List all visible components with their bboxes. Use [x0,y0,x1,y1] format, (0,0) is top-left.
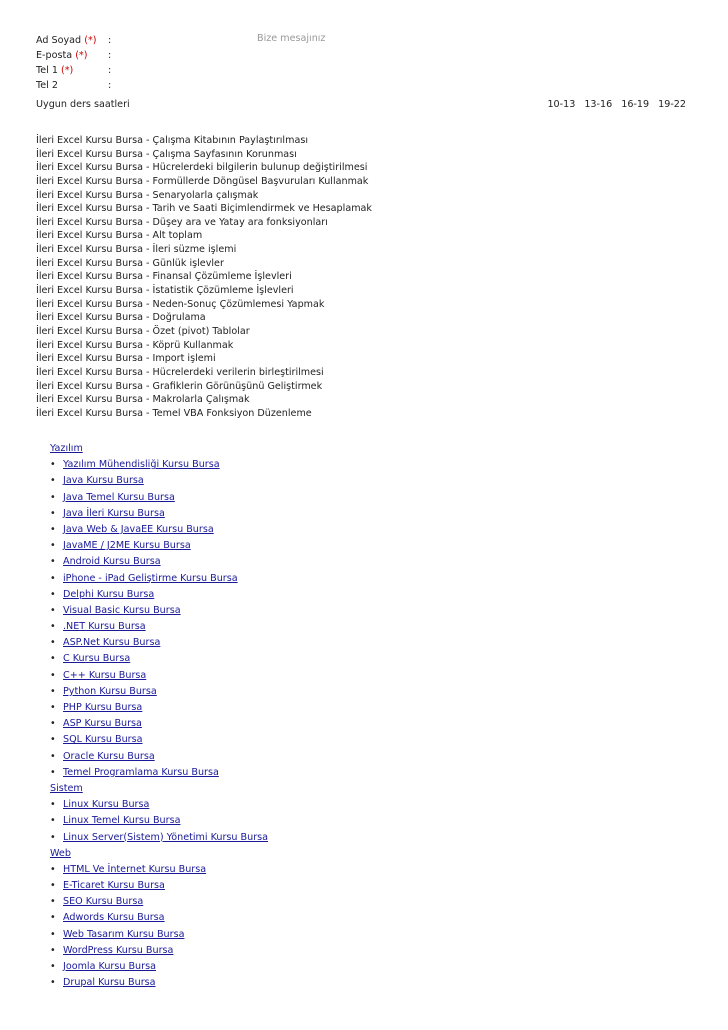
course-categories [50,441,690,991]
course-link[interactable]: Adwords Kursu Bursa [63,912,165,924]
topic-item: İleri Excel Kursu Bursa - Tarih ve Saati Biçimlendirmek ve Hesaplamak [36,203,372,215]
list-item [50,943,690,959]
list-item [50,619,690,635]
course-link[interactable]: Linux Temel Kursu Bursa [63,815,181,827]
course-link[interactable]: Java Temel Kursu Bursa [63,491,175,503]
category-heading-sistem[interactable]: Sistem [50,782,83,794]
course-link[interactable]: E-Ticaret Kursu Bursa [63,880,165,892]
hour-slots [547,98,686,112]
course-link[interactable]: Linux Kursu Bursa [63,799,150,811]
bullet-icon: • [50,604,56,616]
bullet-icon: • [50,766,56,778]
list-item [50,635,690,651]
phone1-label: Tel 1 (*) [36,65,74,76]
bullet-icon: • [50,588,56,600]
course-link[interactable]: JavaME / J2ME Kursu Bursa [63,540,191,552]
course-link[interactable]: Joomla Kursu Bursa [63,961,156,972]
topic-item: İleri Excel Kursu Bursa - Hücrelerdeki bilgilerin bulunup değiştirilmesi [36,162,368,174]
bullet-icon: • [50,863,56,875]
topic-item: İleri Excel Kursu Bursa - Hücrelerdeki verilerin birleştirilmesi [36,366,324,378]
name-label: Ad Soyad (*) [36,35,97,46]
bullet-icon: • [50,912,56,924]
topic-item: İleri Excel Kursu Bursa - Özet (pivot) Tablolar [36,325,250,337]
list-item [50,830,690,846]
course-link[interactable]: Delphi Kursu Bursa [63,588,155,600]
course-link[interactable]: Java Web & JavaEE Kursu Bursa [63,523,214,535]
list-item [50,571,690,587]
email-label: E-posta (*) [36,50,88,61]
category-link-list [50,457,690,781]
topic-item: İleri Excel Kursu Bursa - Çalışma Kitabının Paylaştırılması [36,135,308,146]
list-item [50,797,690,813]
course-link[interactable]: Yazılım Mühendisliği Kursu Bursa [63,459,220,471]
required-marker: (*) [61,65,74,76]
course-link[interactable]: Java Kursu Bursa [63,475,144,487]
list-item [50,668,690,684]
hour-slot-13-16[interactable]: 13-16 [584,99,613,110]
list-item [50,684,690,700]
topic-item: İleri Excel Kursu Bursa - Finansal Çözümleme İşlevleri [36,271,292,283]
course-link[interactable]: Oracle Kursu Bursa [63,750,155,762]
bullet-icon: • [50,556,56,568]
list-item [50,700,690,716]
colon: : [108,35,112,46]
list-item [50,538,690,554]
bullet-icon: • [50,621,56,633]
list-item [50,603,690,619]
list-item [50,522,690,538]
required-marker: (*) [84,35,97,46]
topic-item: İleri Excel Kursu Bursa - Doğrulama [36,312,206,324]
course-link[interactable]: ASP Kursu Bursa [63,718,142,730]
course-link[interactable]: SEO Kursu Bursa [63,896,144,908]
list-item [50,765,690,781]
bullet-icon: • [50,491,56,503]
bullet-icon: • [50,944,56,956]
bullet-icon: • [50,734,56,746]
course-link[interactable]: .NET Kursu Bursa [63,621,146,633]
course-link[interactable]: Visual Basic Kursu Bursa [63,604,181,616]
course-link[interactable]: C++ Kursu Bursa [63,669,147,681]
category-heading-web[interactable]: Web [50,847,71,859]
list-item [50,473,690,489]
bullet-icon: • [50,669,56,681]
course-link[interactable]: Web Tasarım Kursu Bursa [63,928,185,940]
topic-item: İleri Excel Kursu Bursa - Grafiklerin Görünüşünü Geliştirmek [36,380,323,392]
list-item [50,975,690,991]
available-hours-label: Uygun ders saatleri [36,99,130,110]
topic-item: İleri Excel Kursu Bursa - Düşey ara ve Yatay ara fonksiyonları [36,216,328,228]
list-item [50,894,690,910]
topic-item: İleri Excel Kursu Bursa - Günlük işlevler [36,257,224,269]
phone2-input[interactable] [118,79,238,91]
bullet-icon: • [50,475,56,487]
bullet-icon: • [50,831,56,843]
course-link[interactable]: Drupal Kursu Bursa [63,977,156,989]
list-item [50,959,690,975]
list-item [50,490,690,506]
course-link[interactable]: WordPress Kursu Bursa [63,944,174,956]
bullet-icon: • [50,685,56,697]
message-textarea[interactable]: Bize mesajınız [257,33,326,44]
list-item [50,554,690,570]
bullet-icon: • [50,961,56,972]
list-item [50,862,690,878]
available-hours-row [36,98,686,112]
topic-item: İleri Excel Kursu Bursa - Import işlemi [36,353,216,365]
list-item [50,506,690,522]
list-item [50,910,690,926]
bullet-icon: • [50,653,56,665]
course-topics-list [36,134,696,420]
topic-item: İleri Excel Kursu Bursa - Alt toplam [36,230,203,242]
topic-item: İleri Excel Kursu Bursa - Senaryolarla çalışmak [36,189,259,201]
category-link-list [50,797,690,846]
course-link[interactable]: C Kursu Bursa [63,653,131,665]
bullet-icon: • [50,507,56,519]
list-item [50,813,690,829]
topic-item: İleri Excel Kursu Bursa - Temel VBA Fonksiyon Düzenleme [36,407,312,419]
bullet-icon: • [50,880,56,892]
topic-item: İleri Excel Kursu Bursa - Neden-Sonuç Çözümlemesi Yapmak [36,298,325,310]
colon: : [108,50,112,61]
list-item [50,749,690,765]
bullet-icon: • [50,702,56,713]
bullet-icon: • [50,459,56,471]
course-link[interactable]: ASP.Net Kursu Bursa [63,637,161,649]
bullet-icon: • [50,928,56,940]
colon: : [108,80,112,91]
list-item [50,732,690,748]
required-marker: (*) [75,50,88,61]
course-link[interactable]: iPhone - iPad Geliştirme Kursu Bursa [63,572,238,584]
bullet-icon: • [50,718,56,730]
course-link[interactable]: SQL Kursu Bursa [63,734,143,746]
bullet-icon: • [50,815,56,827]
bullet-icon: • [50,637,56,649]
hour-slot-10-13[interactable]: 10-13 [547,99,576,110]
category-link-list [50,862,690,992]
bullet-icon: • [50,977,56,989]
colon: : [108,65,112,76]
list-item [50,927,690,943]
phone2-label: Tel 2 [36,80,58,91]
course-link[interactable]: PHP Kursu Bursa [63,702,143,713]
email-input[interactable] [118,49,238,61]
list-item [50,716,690,732]
list-item [50,878,690,894]
category-heading-yaz-l-m[interactable]: Yazılım [50,443,83,454]
phone1-input[interactable] [118,64,238,76]
hour-slot-19-22[interactable]: 19-22 [658,99,686,110]
bullet-icon: • [50,523,56,535]
list-item [50,651,690,667]
name-input[interactable] [118,34,238,46]
list-item [50,457,690,473]
topic-item: İleri Excel Kursu Bursa - İleri süzme işlemi [36,244,237,256]
topic-item: İleri Excel Kursu Bursa - Formüllerde Döngüsel Başvuruları Kullanmak [36,175,369,187]
bullet-icon: • [50,750,56,762]
list-item [50,587,690,603]
course-link[interactable]: Java İleri Kursu Bursa [63,507,165,519]
course-link[interactable]: Python Kursu Bursa [63,685,157,697]
topic-item: İleri Excel Kursu Bursa - Makrolarla Çalışmak [36,394,250,406]
course-link[interactable]: Android Kursu Bursa [63,556,161,568]
bullet-icon: • [50,799,56,811]
hour-slot-16-19[interactable]: 16-19 [621,99,650,110]
topic-item: İleri Excel Kursu Bursa - Köprü Kullanmak [36,339,234,351]
topic-item: İleri Excel Kursu Bursa - Çalışma Sayfasının Korunması [36,148,297,160]
bullet-icon: • [50,896,56,908]
topic-item: İleri Excel Kursu Bursa - İstatistik Çözümleme İşlevleri [36,285,294,297]
course-link[interactable]: HTML Ve İnternet Kursu Bursa [63,863,207,875]
course-link[interactable]: Temel Programlama Kursu Bursa [63,766,219,778]
bullet-icon: • [50,572,56,584]
bullet-icon: • [50,540,56,552]
course-link[interactable]: Linux Server(Sistem) Yönetimi Kursu Bursa [63,831,269,843]
